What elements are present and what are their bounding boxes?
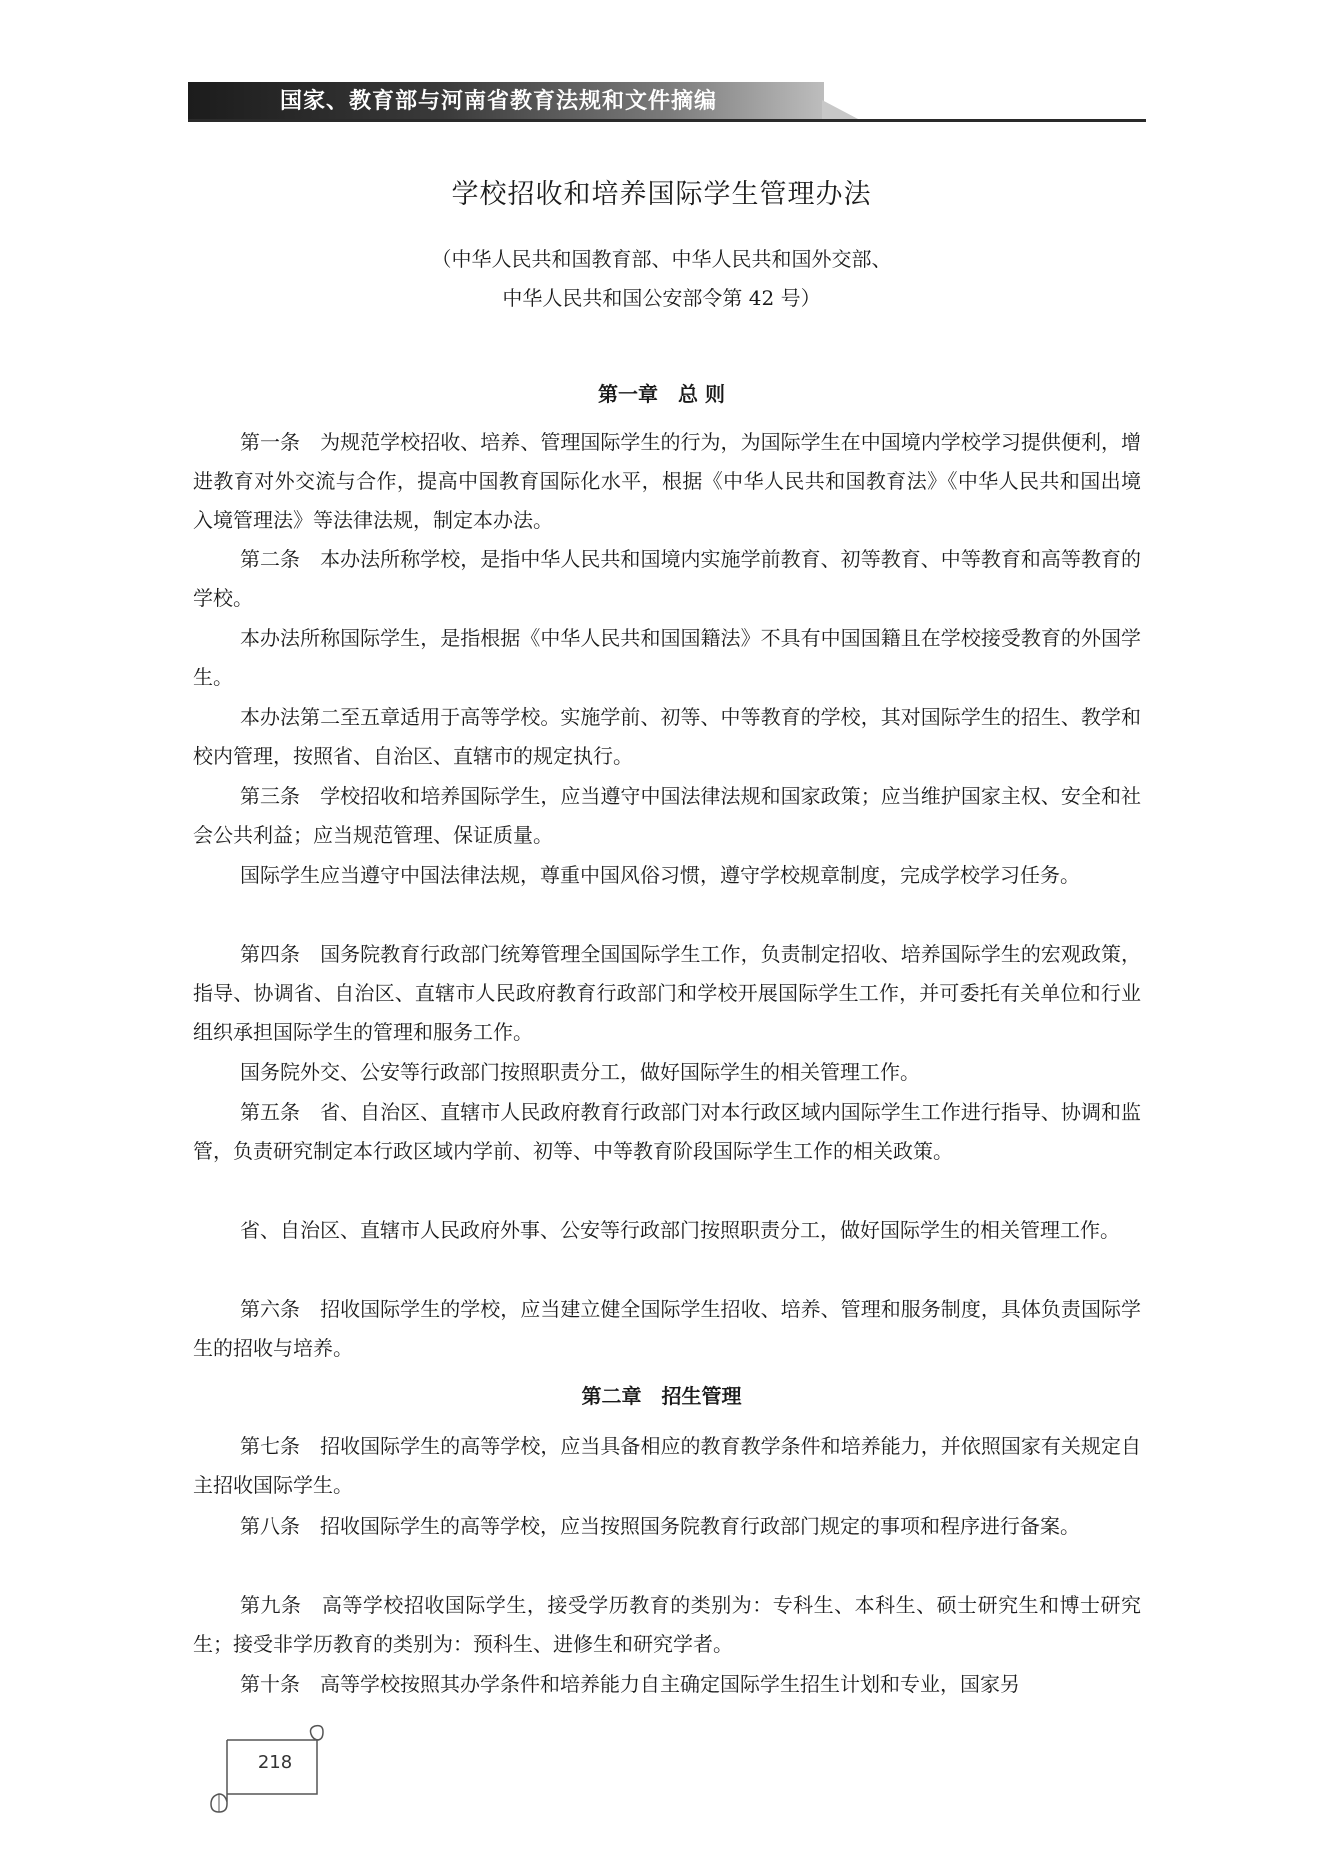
paragraph-article-10: 第十条 高等学校按照其办学条件和培养能力自主确定国际学生招生计划和专业，国家另 xyxy=(240,1672,1020,1696)
header-rule xyxy=(188,119,1146,122)
paragraph-article-6: 第六条 招收国际学生的学校，应当建立健全国际学生招收、培养、管理和服务制度，具体负责国际学生的招收与培养。 xyxy=(193,1297,1141,1360)
paragraph: 本办法第二至五章适用于高等学校。实施学前、初等、中等教育的学校，其对国际学生的招生、教学和校内管理，按照省、自治区、直辖市的规定执行。 xyxy=(193,705,1141,768)
chapter-heading-2: 第二章 招生管理 xyxy=(581,1384,742,1408)
paragraph-article-7: 第七条 招收国际学生的高等学校，应当具备相应的教育教学条件和培养能力，并依照国家有关规定自主招收国际学生。 xyxy=(193,1434,1141,1497)
paragraph-article-8: 第八条 招收国际学生的高等学校，应当按照国务院教育行政部门规定的事项和程序进行备案。 xyxy=(240,1514,1080,1538)
paragraph: 国务院外交、公安等行政部门按照职责分工，做好国际学生的相关管理工作。 xyxy=(240,1060,920,1084)
document-subtitle-line-1: （中华人民共和国教育部、中华人民共和国外交部、 xyxy=(431,247,892,271)
header-banner-tail xyxy=(822,100,858,119)
running-header-title: 国家、教育部与河南省教育法规和文件摘编 xyxy=(280,88,718,114)
page-number: 218 xyxy=(257,1752,293,1773)
paragraph-article-3: 第三条 学校招收和培养国际学生，应当遵守中国法律法规和国家政策；应当维护国家主权、安全和社会公共利益；应当规范管理、保证质量。 xyxy=(193,784,1141,847)
paragraph-article-1: 第一条 为规范学校招收、培养、管理国际学生的行为，为国际学生在中国境内学校学习提供便利，增进教育对外交流与合作，提高中国教育国际化水平，根据《中华人民共和国教育法》《中华人民共和国出境入境管理法》等法律法规，制定本办法。 xyxy=(193,430,1141,532)
chapter-heading-1: 第一章 总 则 xyxy=(598,382,725,406)
paragraph: 省、自治区、直辖市人民政府外事、公安等行政部门按照职责分工，做好国际学生的相关管理工作。 xyxy=(240,1218,1120,1242)
paragraph: 本办法所称国际学生，是指根据《中华人民共和国国籍法》不具有中国国籍且在学校接受教育的外国学生。 xyxy=(193,626,1141,689)
paragraph-article-4: 第四条 国务院教育行政部门统筹管理全国国际学生工作，负责制定招收、培养国际学生的宏观政策，指导、协调省、自治区、直辖市人民政府教育行政部门和学校开展国际学生工作，并可委托有关单位和行业组织承担国际学生的管理和服务工作。 xyxy=(193,942,1141,1044)
paragraph-article-5: 第五条 省、自治区、直辖市人民政府教育行政部门对本行政区域内国际学生工作进行指导、协调和监管，负责研究制定本行政区域内学前、初等、中等教育阶段国际学生工作的相关政策。 xyxy=(193,1100,1141,1163)
document-subtitle-line-2: 中华人民共和国公安部令第 42 号） xyxy=(502,286,821,310)
document-title: 学校招收和培养国际学生管理办法 xyxy=(451,179,872,210)
paragraph: 国际学生应当遵守中国法律法规，尊重中国风俗习惯，遵守学校规章制度，完成学校学习任务。 xyxy=(240,863,1080,887)
paragraph-article-2: 第二条 本办法所称学校，是指中华人民共和国境内实施学前教育、初等教育、中等教育和高等教育的学校。 xyxy=(193,547,1141,610)
paragraph-article-9: 第九条 高等学校招收国际学生，接受学历教育的类别为：专科生、本科生、硕士研究生和博士研究生；接受非学历教育的类别为：预科生、进修生和研究学者。 xyxy=(193,1593,1141,1656)
